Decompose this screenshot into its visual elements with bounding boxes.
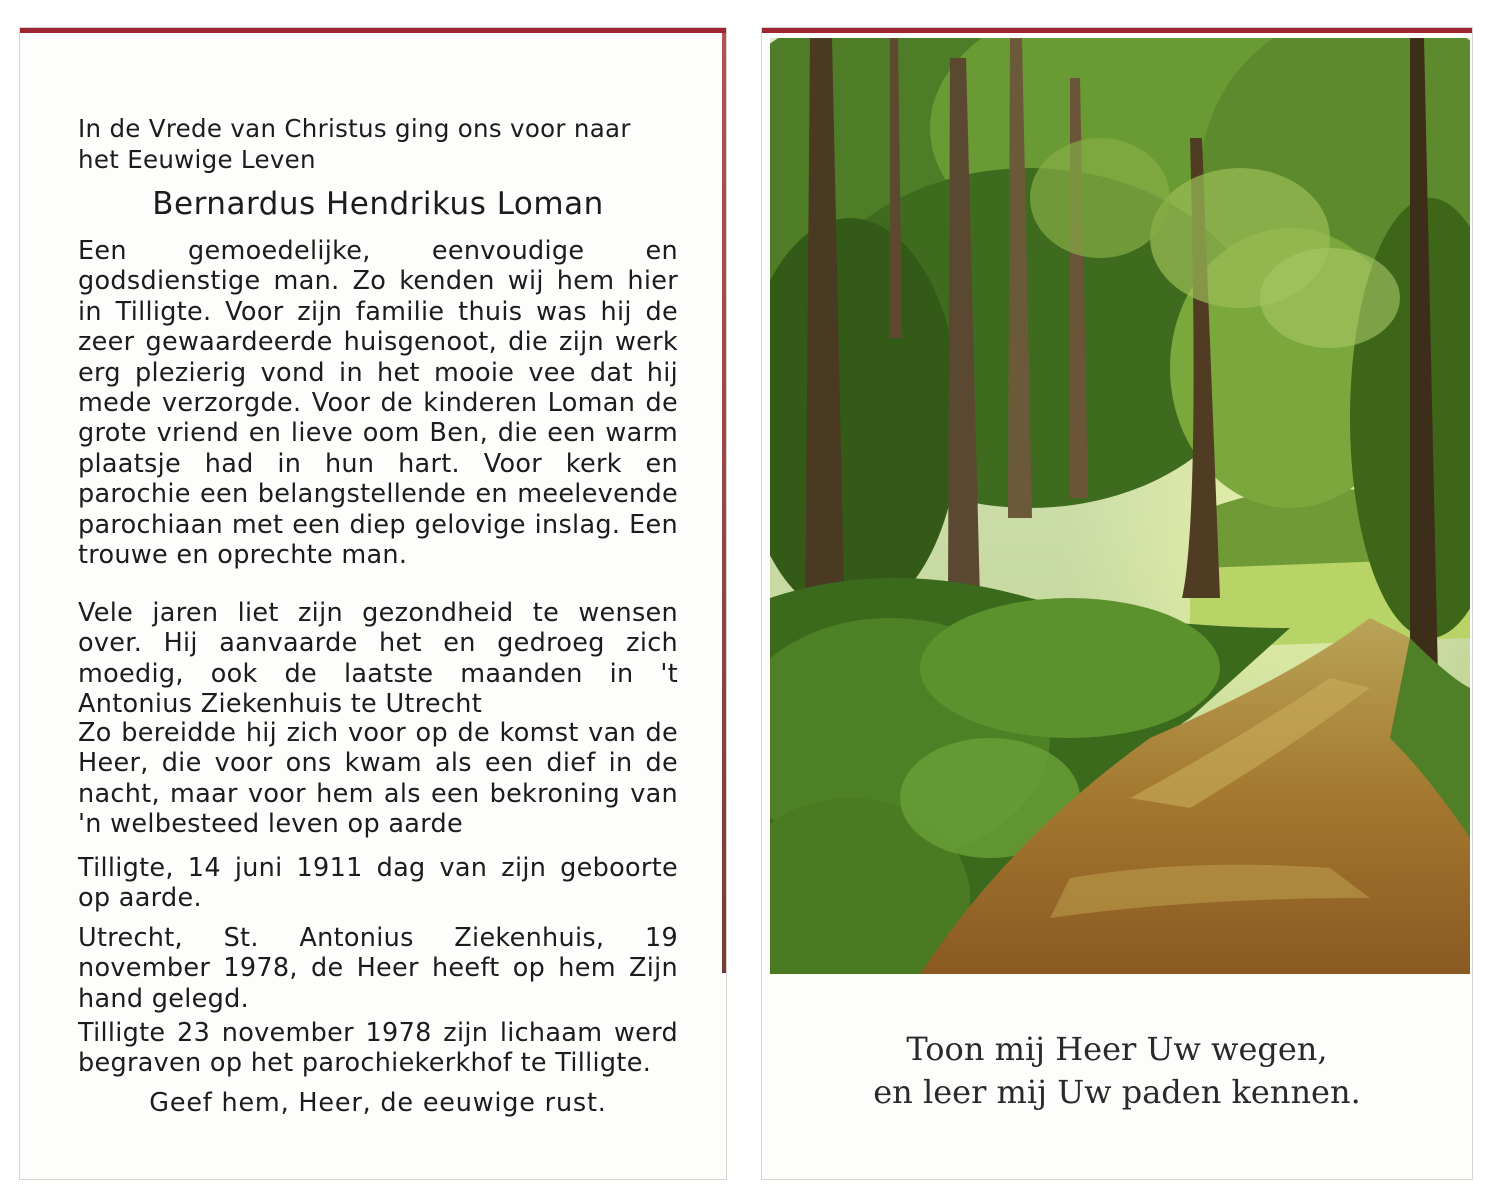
memorial-card-image-side: [762, 28, 1472, 1179]
forest-path-photo: [770, 38, 1470, 974]
bio-paragraph: Een gemoedelijke, eenvoudige en godsdienstige man. Zo kenden wij hem hier in Tilligte. Voor zijn familie thuis was hij de zeer gewaardeerde huisgenoot, die zijn werk erg plezierig vond in het mooie vee dat hij mede verzorgde. Voor de kinderen Loman de grote vriend en lieve oom Ben, die een warm plaatsje had in hun hart. Voor kerk en parochie een belangstellende en meelevende parochiaan met een diep gelovige inslag. Een trouwe en oprechte man.: [78, 236, 678, 571]
verse-line-2: en leer mij Uw paden kennen.: [873, 1073, 1361, 1111]
intro-text: In de Vrede van Christus ging ons voor naar het Eeuwige Leven: [78, 114, 631, 174]
faith-paragraph: Zo bereidde hij zich voor op de komst van de Heer, die voor ons kwam als een dief in de nacht, maar voor hem als een bekroning van 'n welbesteed leven op aarde: [78, 718, 678, 840]
closing-prayer: Geef hem, Heer, de eeuwige rust.: [149, 1088, 607, 1118]
verse-line-1: Toon mij Heer Uw wegen,: [906, 1030, 1328, 1068]
deceased-name: Bernardus Hendrikus Loman: [152, 186, 604, 222]
death-paragraph: Utrecht, St. Antonius Ziekenhuis, 19 november 1978, de Heer heeft op hem Zijn hand gelegd.: [78, 923, 678, 1014]
memorial-card-text-side: [20, 28, 726, 1179]
birth-paragraph: Tilligte, 14 juni 1911 dag van zijn geboorte op aarde.: [78, 853, 678, 914]
burial-paragraph: Tilligte 23 november 1978 zijn lichaam werd begraven op het parochiekerkhof te Tilligte.: [78, 1018, 678, 1079]
bible-verse: [762, 1028, 1472, 1114]
health-paragraph: Vele jaren liet zijn gezondheid te wensen over. Hij aanvaarde het en gedroeg zich moedig, ook de laatste maanden in 't Antonius Ziekenhuis te Utrecht: [78, 598, 678, 720]
